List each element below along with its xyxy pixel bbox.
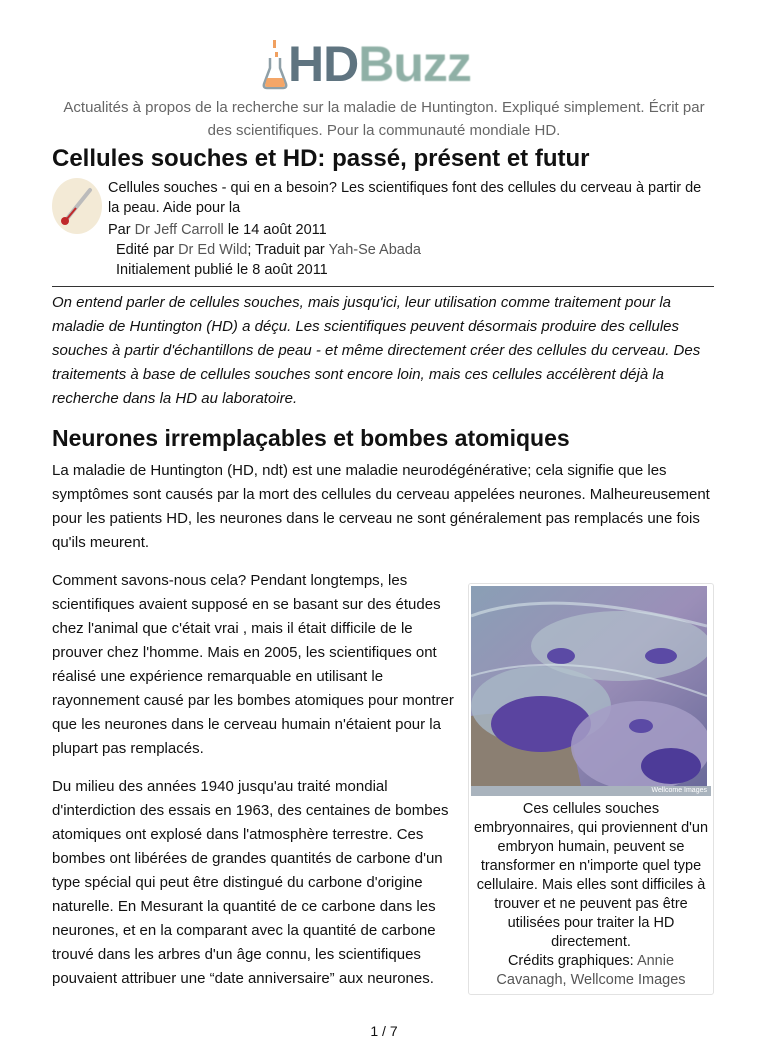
section-heading: Neurones irremplaçables et bombes atomiques [52, 425, 570, 451]
thermometer-icon [52, 178, 102, 234]
article-title: Cellules souches et HD: passé, présent et futur [52, 145, 590, 172]
logo-hd-text: HD [288, 36, 359, 92]
byline [108, 220, 714, 280]
by-label: Par [108, 222, 131, 238]
paragraph: Du milieu des années 1940 jusqu'au traité mondial d'interdiction des essais en 1963, des centaines de bombes atomiques ont explosé dans l'atmosphère terrestre. Ces bombes ont libérées de grandes quantités de carbone d'un type spécial qui peut être distingué du carbone d'origine naturelle. En Mesurant la quantité de ce carbone dans les neurones, et en la comparant avec la quantité de carbone trouvé dans les arbres d'un âge connu, les scientifiques pouvaient attribuer une “date anniversaire” aux neurones. [52, 778, 449, 987]
logo-buzz-text: Buzz [358, 36, 471, 92]
article-body [52, 291, 714, 991]
paragraph: La maladie de Huntington (HD, ndt) est une maladie neurodégénérative; cela signifie que les symptômes sont causés par la mort des cellules du cerveau appelées neurones. Malheureusement pour les patients HD, les neurones dans le cerveau ne sont généralement pas remplacés une fois qu'ils meurent. [52, 462, 710, 551]
article-summary: Cellules souches - qui en a besoin? Les scientifiques font des cellules du cerveau à partir de la peau. Aide pour la [108, 180, 702, 216]
tagline: Actualités à propos de la recherche sur la maladie de Huntington. Expliqué simplement. Écrit par des scientifiques. Pour la communauté mondiale HD. [63, 99, 705, 139]
publish-date: le 14 août 2011 [227, 222, 327, 238]
translator-link[interactable]: Yah-Se Abada [328, 242, 421, 258]
page-number: 1 / 7 [370, 1023, 398, 1039]
translated-by-label: ; Traduit par [247, 242, 325, 258]
article-header [52, 178, 714, 280]
editor-link[interactable]: Dr Ed Wild [178, 242, 248, 258]
figure-caption [471, 796, 711, 992]
article [52, 0, 714, 1051]
caption-text: Ces cellules souches embryonnaires, qui proviennent d'un embryon humain, peuvent se transformer en n'importe quel type cellulaire. Mais elles sont difficiles à trouver et ne peuvent pas être utilisées pour traiter la HD directement. [473, 801, 709, 950]
credit-label: Crédits graphiques: [507, 953, 634, 969]
article-intro: On entend parler de cellules souches, mais jusqu'ici, leur utilisation comme traitement pour la maladie de Huntington (HD) a déçu. Les scientifiques peuvent désormais produire des cellules souches à partir d'échantillons de peau - et même directement créer des cellules du cerveau. Des traitements à base de cellules souches sont encore loin, mais ces cellules accélèrent déjà la recherche dans la HD au laboratoire. [52, 294, 701, 407]
original-publish-date: Initialement publié le 8 août 2011 [116, 262, 328, 278]
divider [52, 286, 714, 287]
edited-by-label: Edité par [116, 242, 175, 258]
article-meta [108, 178, 714, 280]
article-thumbnail [52, 178, 102, 234]
credit-link[interactable]: Annie Cavanagh, Wellcome Images [496, 953, 686, 988]
figure [468, 583, 714, 995]
author-link[interactable]: Dr Jeff Carroll [134, 222, 224, 238]
image-watermark: Wellcome Images [471, 786, 711, 796]
stem-cells-image [471, 586, 707, 786]
paragraph: Comment savons-nous cela? Pendant longtemps, les scientifiques avaient supposé en se basant sur des études chez l'animal que c'était vrai , mais il était difficile de le prouver chez l'homme. Mais en 2005, les scientifiques ont réalisé une expérience remarquable en utilisant le rayonnement causé par les bombes atomiques pour montrer que les neurones dans le cerveau humain n'étaient pour la plupart pas remplacés. [52, 572, 454, 757]
